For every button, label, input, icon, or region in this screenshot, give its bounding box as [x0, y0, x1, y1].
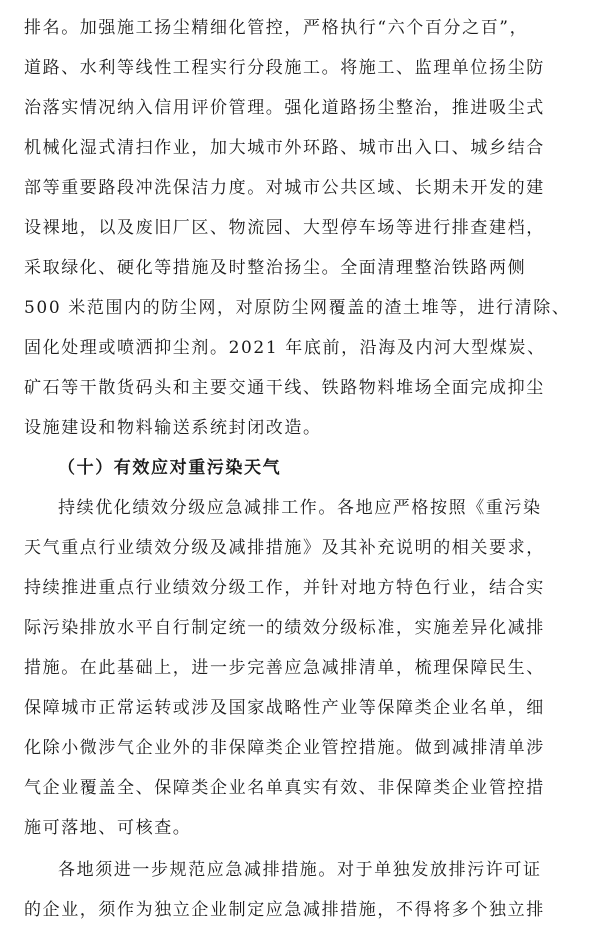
text-line: 施可落地、可核查。 — [24, 818, 192, 838]
text-line: 排名。加强施工扬尘精细化管控，严格执行“六个百分之百”， — [24, 18, 529, 38]
text-line: 的企业，须作为独立企业制定应急减排措施，不得将多个独立排 — [24, 900, 545, 920]
text-line: 措施。在此基础上，进一步完善应急减排清单，梳理保障民生、 — [24, 658, 545, 678]
text-line: 持续推进重点行业绩效分级工作，并针对地方特色行业，结合实 — [24, 578, 545, 598]
text-line: 矿石等干散货码头和主要交通干线、铁路物料堆场全面完成抑尘 — [24, 378, 545, 398]
text-line: 道路、水利等线性工程实行分段施工。将施工、监理单位扬尘防 — [24, 58, 545, 78]
text-line: 持续优化绩效分级应急减排工作。各地应严格按照《重污染 — [58, 498, 542, 518]
text-line: 化除小微涉气企业外的非保障类企业管控措施。做到减排清单涉 — [24, 738, 545, 758]
text-line: 采取绿化、硬化等措施及时整治扬尘。全面清理整治铁路两侧 — [24, 258, 527, 278]
text-line: 设施建设和物料输送系统封闭改造。 — [24, 418, 322, 438]
text-line: 气企业覆盖全、保障类企业名单真实有效、非保障类企业管控措 — [24, 778, 545, 798]
text-line: 治落实情况纳入信用评价管理。强化道路扬尘整治，推进吸尘式 — [24, 98, 545, 118]
text-line: 保障城市正常运转或涉及国家战略性产业等保障类企业名单，细 — [24, 698, 545, 718]
text-line: 天气重点行业绩效分级及减排措施》及其补充说明的相关要求， — [24, 538, 545, 558]
text-line: 固化处理或喷洒抑尘剂。2021 年底前，沿海及内河大型煤炭、 — [24, 338, 546, 358]
text-line: 机械化湿式清扫作业，加大城市外环路、城市出入口、城乡结合 — [24, 138, 545, 158]
text-line: 各地须进一步规范应急减排措施。对于单独发放排污许可证 — [58, 860, 542, 880]
text-line: 500 米范围内的防尘网，对原防尘网覆盖的渣土堆等，进行清除、 — [24, 298, 571, 318]
text-line: 设裸地，以及废旧厂区、物流园、大型停车场等进行排查建档， — [24, 218, 545, 238]
text-line: 部等重要路段冲洗保洁力度。对城市公共区域、长期未开发的建 — [24, 178, 545, 198]
text-line: 际污染排放水平自行制定统一的绩效分级标准，实施差异化减排 — [24, 618, 545, 638]
section-heading: （十）有效应对重污染天气 — [58, 458, 282, 478]
